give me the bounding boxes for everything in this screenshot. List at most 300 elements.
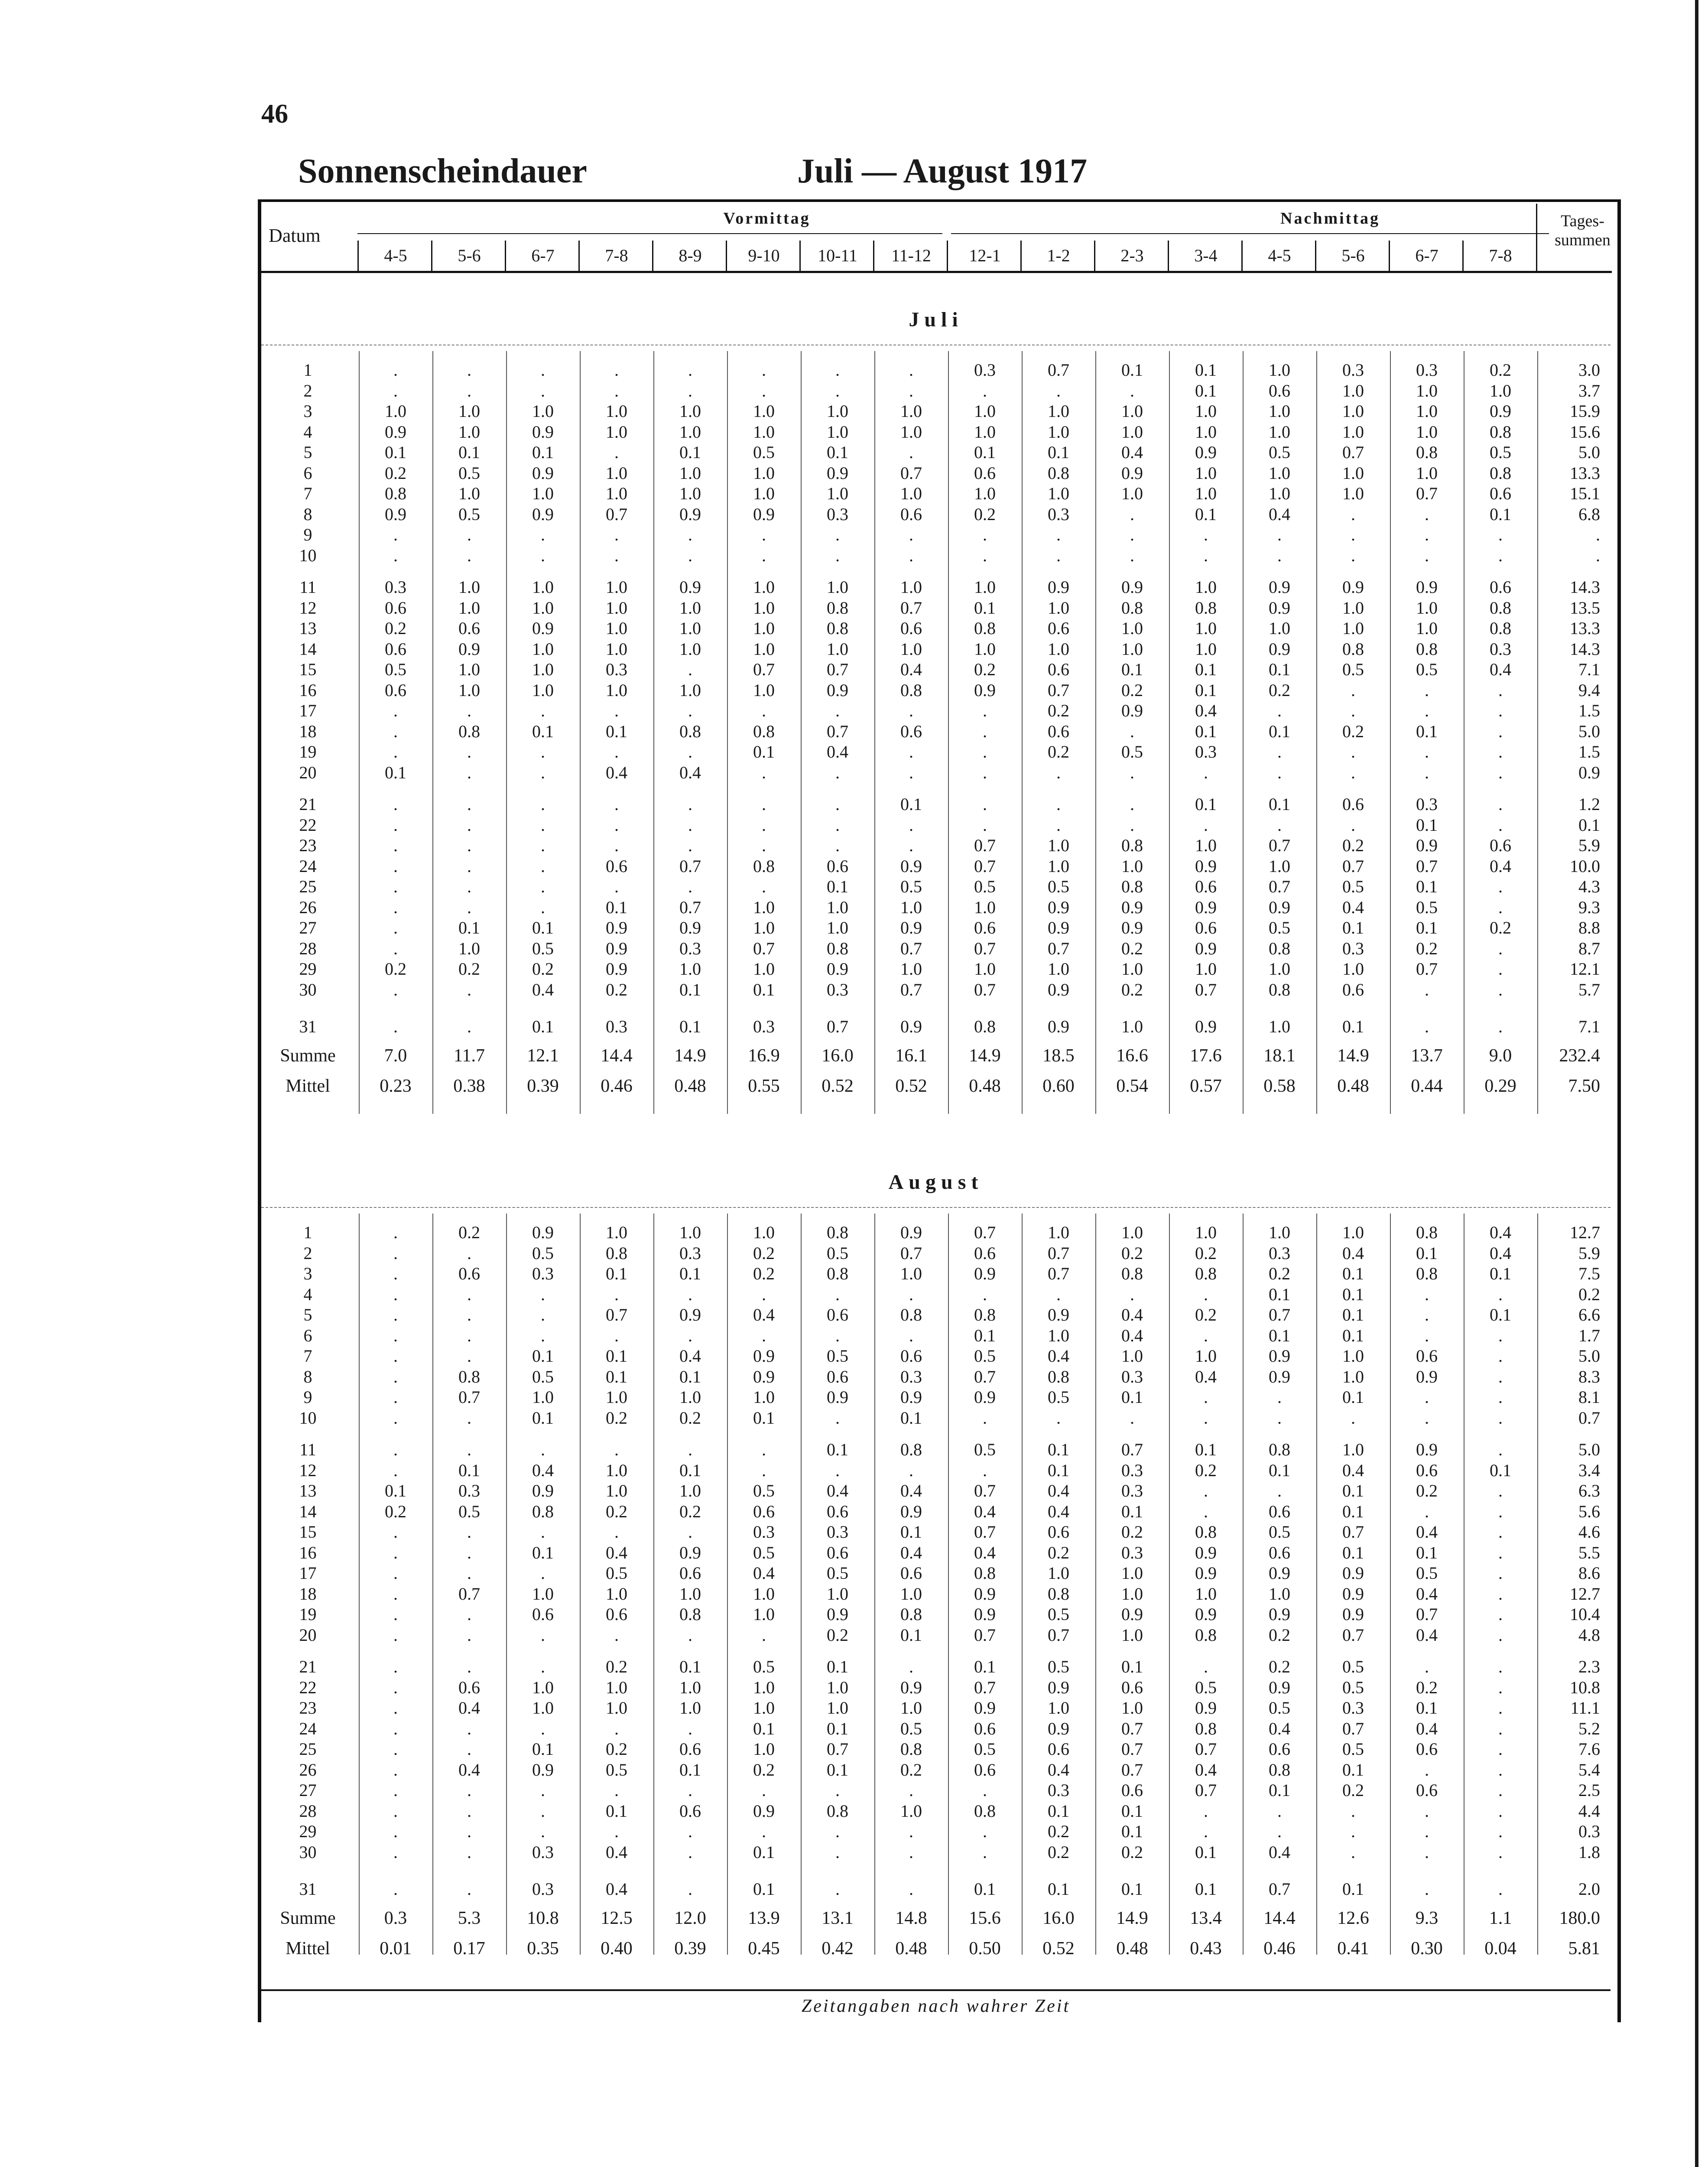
summe-cell: 14.4 xyxy=(1263,1908,1296,1928)
hour-cell: . xyxy=(1498,959,1503,979)
hour-cell: 1.0 xyxy=(1121,639,1143,659)
hour-cell: 0.4 xyxy=(900,1542,922,1562)
hour-cell: 0.9 xyxy=(827,1604,848,1624)
hour-cell: 0.2 xyxy=(385,959,406,979)
table-row xyxy=(261,1387,1611,1407)
hour-cell: 0.9 xyxy=(1269,1677,1290,1697)
hour-cell: . xyxy=(393,1842,398,1862)
mittel-cell: 0.42 xyxy=(822,1938,854,1959)
hour-cell: 0.3 xyxy=(458,1481,480,1500)
hour-cell: 0.2 xyxy=(753,1760,775,1780)
hour-cell: 1.0 xyxy=(532,1698,554,1718)
hour-cell: . xyxy=(1204,1284,1208,1304)
hour-cell: . xyxy=(1351,701,1355,720)
hour-cell: 0.3 xyxy=(1342,360,1364,380)
row-date: 3 xyxy=(303,401,312,421)
hour-cell: 0.1 xyxy=(606,721,627,741)
hour-cell: 0.9 xyxy=(1048,1677,1069,1697)
hour-cell: 0.9 xyxy=(1416,1367,1438,1386)
hour-cell: . xyxy=(1204,815,1208,835)
day-total: 5.9 xyxy=(1578,836,1600,855)
hour-cell: 0.4 xyxy=(974,1501,996,1521)
mittel-cell: 0.50 xyxy=(969,1938,1001,1959)
table-row xyxy=(261,1718,1611,1739)
hour-cell: 0.7 xyxy=(1342,1625,1364,1645)
hour-cell: 0.6 xyxy=(1269,1739,1290,1759)
hour-cell: . xyxy=(835,701,840,720)
mittel-cell: 0.40 xyxy=(601,1938,633,1959)
hour-cell: . xyxy=(1498,1325,1503,1345)
hour-cell: . xyxy=(762,794,766,814)
hour-cell: 0.3 xyxy=(900,1367,922,1386)
header-vormittag-rule xyxy=(357,233,942,234)
hour-cell: . xyxy=(467,1243,471,1263)
hour-cell: 0.8 xyxy=(974,618,996,638)
day-total: 5.5 xyxy=(1578,1542,1600,1562)
hour-cell: 0.1 xyxy=(385,1481,406,1500)
day-total: 7.5 xyxy=(1578,1264,1600,1283)
hour-cell: 0.6 xyxy=(385,598,406,618)
hour-cell: 1.0 xyxy=(679,680,701,700)
hour-cell: 0.8 xyxy=(900,1440,922,1459)
hour-cell: 1.0 xyxy=(753,463,775,483)
hour-cell: 0.8 xyxy=(974,1563,996,1583)
hour-cell: . xyxy=(1498,721,1503,741)
hour-cell: . xyxy=(762,1460,766,1480)
hour-cell: 0.6 xyxy=(1121,1677,1143,1697)
mittel-cell: 0.52 xyxy=(822,1076,854,1096)
hour-cell: 0.4 xyxy=(1195,701,1217,720)
hour-cell: 1.0 xyxy=(1195,639,1217,659)
hour-cell: . xyxy=(393,1760,398,1780)
row-date: 17 xyxy=(299,1563,317,1583)
hour-cell: . xyxy=(393,1264,398,1283)
hour-cell: 1.0 xyxy=(827,401,848,421)
row-date: 18 xyxy=(299,721,317,741)
hour-cell: 1.0 xyxy=(1342,959,1364,979)
hour-cell: . xyxy=(541,1325,545,1345)
hour-cell: 0.9 xyxy=(974,680,996,700)
row-date: 7 xyxy=(303,484,312,503)
hour-cell: 1.0 xyxy=(827,918,848,937)
row-date: 1 xyxy=(303,360,312,380)
day-total: 5.0 xyxy=(1578,721,1600,741)
hour-cell: . xyxy=(393,1677,398,1697)
hour-cell: . xyxy=(467,1739,471,1759)
hour-cell: 0.7 xyxy=(1416,1604,1438,1624)
header-col-8: 11-12 xyxy=(873,241,948,271)
hour-cell: . xyxy=(983,381,987,400)
hour-cell: . xyxy=(393,918,398,937)
hour-cell: . xyxy=(1498,1718,1503,1738)
header-tagessummen: Tages- summen xyxy=(1555,212,1611,249)
table-row xyxy=(261,1780,1611,1800)
hour-cell: . xyxy=(1130,1408,1134,1428)
hour-cell: 1.0 xyxy=(1048,1223,1069,1242)
hour-cell: . xyxy=(762,525,766,544)
hour-cell: 0.3 xyxy=(753,1522,775,1542)
hour-cell: . xyxy=(1204,1822,1208,1841)
header-total-divider xyxy=(1536,204,1537,271)
hour-cell: . xyxy=(467,1284,471,1304)
hour-cell: 1.0 xyxy=(1269,484,1290,503)
hour-cell: 0.6 xyxy=(1269,1501,1290,1521)
hour-cell: . xyxy=(1277,815,1282,835)
hour-cell: 0.8 xyxy=(1416,1264,1438,1283)
day-total: 4.8 xyxy=(1578,1625,1600,1645)
hour-cell: 1.0 xyxy=(606,1698,627,1718)
hour-cell: 0.7 xyxy=(1121,1760,1143,1780)
hour-cell: 0.4 xyxy=(1490,1223,1511,1242)
hour-cell: 1.0 xyxy=(1269,856,1290,876)
hour-cell: . xyxy=(393,1460,398,1480)
hour-cell: . xyxy=(1498,762,1503,782)
hour-cell: 1.0 xyxy=(606,1677,627,1697)
hour-cell: 1.0 xyxy=(1048,598,1069,618)
hour-cell: . xyxy=(541,1305,545,1324)
hour-cell: . xyxy=(393,815,398,835)
hour-cell: 0.9 xyxy=(532,1481,554,1500)
hour-cell: 0.2 xyxy=(1195,1460,1217,1480)
hour-cell: . xyxy=(835,762,840,782)
table-row xyxy=(261,897,1611,918)
hour-cell: . xyxy=(541,545,545,565)
hour-cell: 0.1 xyxy=(1342,1879,1364,1899)
hour-cell: . xyxy=(541,1657,545,1676)
hour-cell: 0.6 xyxy=(900,618,922,638)
hour-cell: 1.0 xyxy=(606,598,627,618)
day-total: 4.3 xyxy=(1578,877,1600,896)
summe-cell: 13.7 xyxy=(1411,1045,1443,1066)
hour-cell: . xyxy=(393,525,398,544)
hour-cell: 1.0 xyxy=(753,1387,775,1407)
hour-cell: . xyxy=(1204,1325,1208,1345)
hour-cell: 0.7 xyxy=(900,1243,922,1263)
hour-cell: . xyxy=(393,794,398,814)
row-date: 10 xyxy=(299,545,317,565)
hour-cell: . xyxy=(541,877,545,896)
hour-cell: 0.1 xyxy=(1048,1460,1069,1480)
hour-cell: . xyxy=(1130,545,1134,565)
hour-cell: . xyxy=(1425,1325,1429,1345)
table-row xyxy=(261,1656,1611,1677)
hour-cell: . xyxy=(762,1440,766,1459)
hour-cell: 0.5 xyxy=(753,1542,775,1562)
hour-cell: 0.5 xyxy=(1048,1387,1069,1407)
mittel-cell: 0.17 xyxy=(453,1938,485,1959)
hour-cell: . xyxy=(835,381,840,400)
hour-cell: . xyxy=(983,1780,987,1800)
hour-cell: 0.1 xyxy=(900,1522,922,1542)
hour-cell: 0.1 xyxy=(1490,1264,1511,1283)
period-title: Juli — August 1917 xyxy=(797,152,1088,190)
hour-cell: 1.0 xyxy=(827,484,848,503)
hour-cell: 1.0 xyxy=(532,1677,554,1697)
table-row xyxy=(261,979,1611,1000)
hour-cell: 1.0 xyxy=(827,577,848,597)
hour-cell: . xyxy=(393,1542,398,1562)
hour-cell: 0.8 xyxy=(1269,979,1290,999)
row-date: 19 xyxy=(299,742,317,761)
hour-cell: . xyxy=(393,721,398,741)
hour-cell: 0.8 xyxy=(679,1604,701,1624)
hour-cell: . xyxy=(393,856,398,876)
hour-cell: 0.1 xyxy=(606,1367,627,1386)
hour-cell: . xyxy=(1498,545,1503,565)
hour-cell: 0.8 xyxy=(900,1739,922,1759)
hour-cell: 1.0 xyxy=(1121,1346,1143,1366)
table-row xyxy=(261,1305,1611,1325)
hour-cell: 1.0 xyxy=(753,422,775,442)
hour-cell: 0.6 xyxy=(385,680,406,700)
hour-cell: 0.1 xyxy=(679,1657,701,1676)
day-total: 0.9 xyxy=(1578,762,1600,782)
hour-cell: . xyxy=(1351,815,1355,835)
hour-cell: . xyxy=(467,1718,471,1738)
hour-cell: . xyxy=(614,381,619,400)
hour-cell: 1.0 xyxy=(1416,618,1438,638)
hour-cell: 0.1 xyxy=(606,1801,627,1821)
header-col-14: 5-6 xyxy=(1315,241,1390,271)
hour-cell: . xyxy=(983,1822,987,1841)
hour-cell: 0.8 xyxy=(1195,1264,1217,1283)
hour-cell: 0.1 xyxy=(1121,660,1143,679)
row-date: 25 xyxy=(299,877,317,896)
section-title: Juli xyxy=(909,308,963,331)
hour-cell: . xyxy=(1130,721,1134,741)
hour-cell: 0.1 xyxy=(1195,1440,1217,1459)
table-row xyxy=(261,918,1611,938)
hour-cell: 0.2 xyxy=(385,1501,406,1521)
hour-cell: 0.3 xyxy=(532,1879,554,1899)
table-row xyxy=(261,1016,1611,1037)
row-date: 13 xyxy=(299,618,317,638)
hour-cell: 0.7 xyxy=(1048,1625,1069,1645)
hour-cell: . xyxy=(467,856,471,876)
hour-cell: 0.1 xyxy=(753,1879,775,1899)
summe-cell: 14.9 xyxy=(969,1045,1001,1066)
hour-cell: 0.3 xyxy=(827,1522,848,1542)
hour-cell: 0.2 xyxy=(1342,721,1364,741)
hour-cell: 0.4 xyxy=(1269,1718,1290,1738)
row-date: 22 xyxy=(299,1677,317,1697)
hour-cell: . xyxy=(541,856,545,876)
hour-cell: 0.9 xyxy=(1048,979,1069,999)
summe-total: 180.0 xyxy=(1559,1908,1600,1928)
hour-cell: . xyxy=(762,1780,766,1800)
day-total: 10.4 xyxy=(1570,1604,1600,1624)
hour-cell: 1.0 xyxy=(827,639,848,659)
hour-cell: . xyxy=(688,742,692,761)
hour-cell: . xyxy=(1351,504,1355,524)
hour-cell: 0.5 xyxy=(974,877,996,896)
day-total: 12.7 xyxy=(1570,1584,1600,1604)
hour-cell: 0.9 xyxy=(827,1387,848,1407)
hour-cell: 0.2 xyxy=(1269,1657,1290,1676)
hour-cell: 1.0 xyxy=(974,484,996,503)
hour-cell: 1.0 xyxy=(1048,836,1069,855)
hour-cell: . xyxy=(1498,1522,1503,1542)
hour-cell: 0.5 xyxy=(827,1346,848,1366)
table-row xyxy=(261,1522,1611,1542)
row-date: 13 xyxy=(299,1481,317,1500)
hour-cell: 0.9 xyxy=(606,918,627,937)
hour-cell: 0.2 xyxy=(1416,1677,1438,1697)
hour-cell: . xyxy=(393,897,398,917)
hour-cell: . xyxy=(1498,1879,1503,1899)
hour-cell: 1.0 xyxy=(458,680,480,700)
hour-cell: 0.8 xyxy=(900,1604,922,1624)
hour-cell: . xyxy=(1204,1801,1208,1821)
hour-cell: 1.0 xyxy=(1269,1017,1290,1036)
hour-cell: 1.0 xyxy=(1195,422,1217,442)
hour-cell: 0.5 xyxy=(974,1440,996,1459)
hour-cell: 0.7 xyxy=(974,836,996,855)
hour-cell: 0.6 xyxy=(974,463,996,483)
mittel-cell: 0.48 xyxy=(969,1076,1001,1096)
hour-cell: 0.1 xyxy=(532,1739,554,1759)
hour-cell: . xyxy=(835,1284,840,1304)
hour-cell: 0.5 xyxy=(458,463,480,483)
day-total: 15.1 xyxy=(1570,484,1600,503)
hour-cell: . xyxy=(393,1718,398,1738)
hour-cell: 0.8 xyxy=(1490,618,1511,638)
hour-cell: . xyxy=(393,1563,398,1583)
row-date: 3 xyxy=(303,1264,312,1283)
hour-cell: 0.5 xyxy=(532,938,554,958)
hour-cell: 0.1 xyxy=(1269,794,1290,814)
hour-cell: 0.1 xyxy=(532,443,554,462)
hour-cell: . xyxy=(1498,1739,1503,1759)
hour-cell: 0.1 xyxy=(827,1760,848,1780)
hour-cell: 0.5 xyxy=(974,1739,996,1759)
hour-cell: . xyxy=(762,762,766,782)
hour-cell: 0.5 xyxy=(974,1346,996,1366)
summe-total: 232.4 xyxy=(1559,1045,1600,1066)
hour-cell: 1.0 xyxy=(679,1677,701,1697)
hour-cell: 0.8 xyxy=(1490,598,1511,618)
hour-cell: 0.1 xyxy=(679,1264,701,1283)
hour-cell: 0.1 xyxy=(532,721,554,741)
hour-cell: 0.1 xyxy=(753,979,775,999)
hour-cell: 0.9 xyxy=(1269,897,1290,917)
row-date: 31 xyxy=(299,1017,317,1036)
row-date: 26 xyxy=(299,897,317,917)
day-total: 5.2 xyxy=(1578,1718,1600,1738)
hour-cell: 0.4 xyxy=(1416,1584,1438,1604)
mittel-cell: 0.48 xyxy=(895,1938,927,1959)
hour-cell: . xyxy=(688,701,692,720)
row-date: 23 xyxy=(299,1698,317,1718)
hour-cell: 1.0 xyxy=(753,401,775,421)
hour-cell: . xyxy=(1498,1842,1503,1862)
hour-cell: . xyxy=(1498,1284,1503,1304)
hour-cell: 0.4 xyxy=(900,1481,922,1500)
hour-cell: 1.0 xyxy=(974,422,996,442)
hour-cell: . xyxy=(909,836,913,855)
hour-cell: . xyxy=(1498,815,1503,835)
day-total: 2.0 xyxy=(1578,1879,1600,1899)
hour-cell: . xyxy=(1425,1657,1429,1676)
hour-cell: 0.8 xyxy=(1416,443,1438,462)
hour-cell: . xyxy=(467,1625,471,1645)
row-date: 2 xyxy=(303,1243,312,1263)
hour-cell: 1.0 xyxy=(606,484,627,503)
hour-cell: . xyxy=(467,815,471,835)
hour-cell: 0.9 xyxy=(1121,577,1143,597)
hour-cell: 1.0 xyxy=(679,1584,701,1604)
row-date: 4 xyxy=(303,422,312,442)
hour-cell: . xyxy=(1498,525,1503,544)
mittel-cell: 0.39 xyxy=(527,1076,559,1096)
hour-cell: . xyxy=(835,525,840,544)
hour-cell: 0.9 xyxy=(1490,401,1511,421)
hour-cell: . xyxy=(909,1284,913,1304)
hour-cell: 1.0 xyxy=(900,959,922,979)
hour-cell: . xyxy=(909,815,913,835)
hour-cell: . xyxy=(1351,1842,1355,1862)
hour-cell: . xyxy=(393,1440,398,1459)
hour-cell: 1.0 xyxy=(606,1223,627,1242)
hour-cell: 0.7 xyxy=(1416,484,1438,503)
hour-cell: 1.0 xyxy=(1342,1223,1364,1242)
hour-cell: 0.1 xyxy=(679,979,701,999)
hour-cell: 0.7 xyxy=(974,1625,996,1645)
table-row xyxy=(261,835,1611,856)
hour-cell: 0.8 xyxy=(1269,1440,1290,1459)
hour-cell: 0.9 xyxy=(532,504,554,524)
hour-cell: 0.5 xyxy=(1195,1677,1217,1697)
row-date: 27 xyxy=(299,918,317,937)
hour-cell: 0.8 xyxy=(385,484,406,503)
hour-cell: 0.1 xyxy=(1195,1879,1217,1899)
hour-cell: 0.1 xyxy=(679,1460,701,1480)
hour-cell: 1.0 xyxy=(974,639,996,659)
row-date: 29 xyxy=(299,1822,317,1841)
hour-cell: 0.6 xyxy=(1416,1460,1438,1480)
hour-cell: . xyxy=(1425,1801,1429,1821)
hour-cell: . xyxy=(1277,1481,1282,1500)
row-date: 30 xyxy=(299,1842,317,1862)
hour-cell: 0.8 xyxy=(532,1501,554,1521)
summe-cell: 17.6 xyxy=(1190,1045,1222,1066)
day-total: 0.3 xyxy=(1578,1822,1600,1841)
hour-cell: . xyxy=(688,1522,692,1542)
hour-cell: 1.0 xyxy=(532,598,554,618)
table-row xyxy=(261,1542,1611,1563)
hour-cell: 0.9 xyxy=(974,1387,996,1407)
hour-cell: 0.4 xyxy=(1269,504,1290,524)
hour-cell: . xyxy=(1130,815,1134,835)
mittel-total: 5.81 xyxy=(1568,1938,1600,1959)
hour-cell: 0.4 xyxy=(1416,1625,1438,1645)
hour-cell: 0.6 xyxy=(1416,1739,1438,1759)
summe-cell: 14.8 xyxy=(895,1908,927,1928)
hour-cell: . xyxy=(688,1842,692,1862)
hour-cell: 0.7 xyxy=(974,1367,996,1386)
hour-cell: 0.1 xyxy=(1342,1481,1364,1500)
hour-cell: 0.1 xyxy=(1269,1284,1290,1304)
hour-cell: 0.9 xyxy=(1048,918,1069,937)
hour-cell: 0.1 xyxy=(532,1542,554,1562)
hour-cell: . xyxy=(1498,877,1503,896)
hour-cell: . xyxy=(393,1604,398,1624)
hour-cell: 1.0 xyxy=(1121,422,1143,442)
hour-cell: . xyxy=(467,1325,471,1345)
hour-cell: 0.3 xyxy=(1416,794,1438,814)
hour-cell: . xyxy=(762,1822,766,1841)
hour-cell: . xyxy=(1056,815,1061,835)
